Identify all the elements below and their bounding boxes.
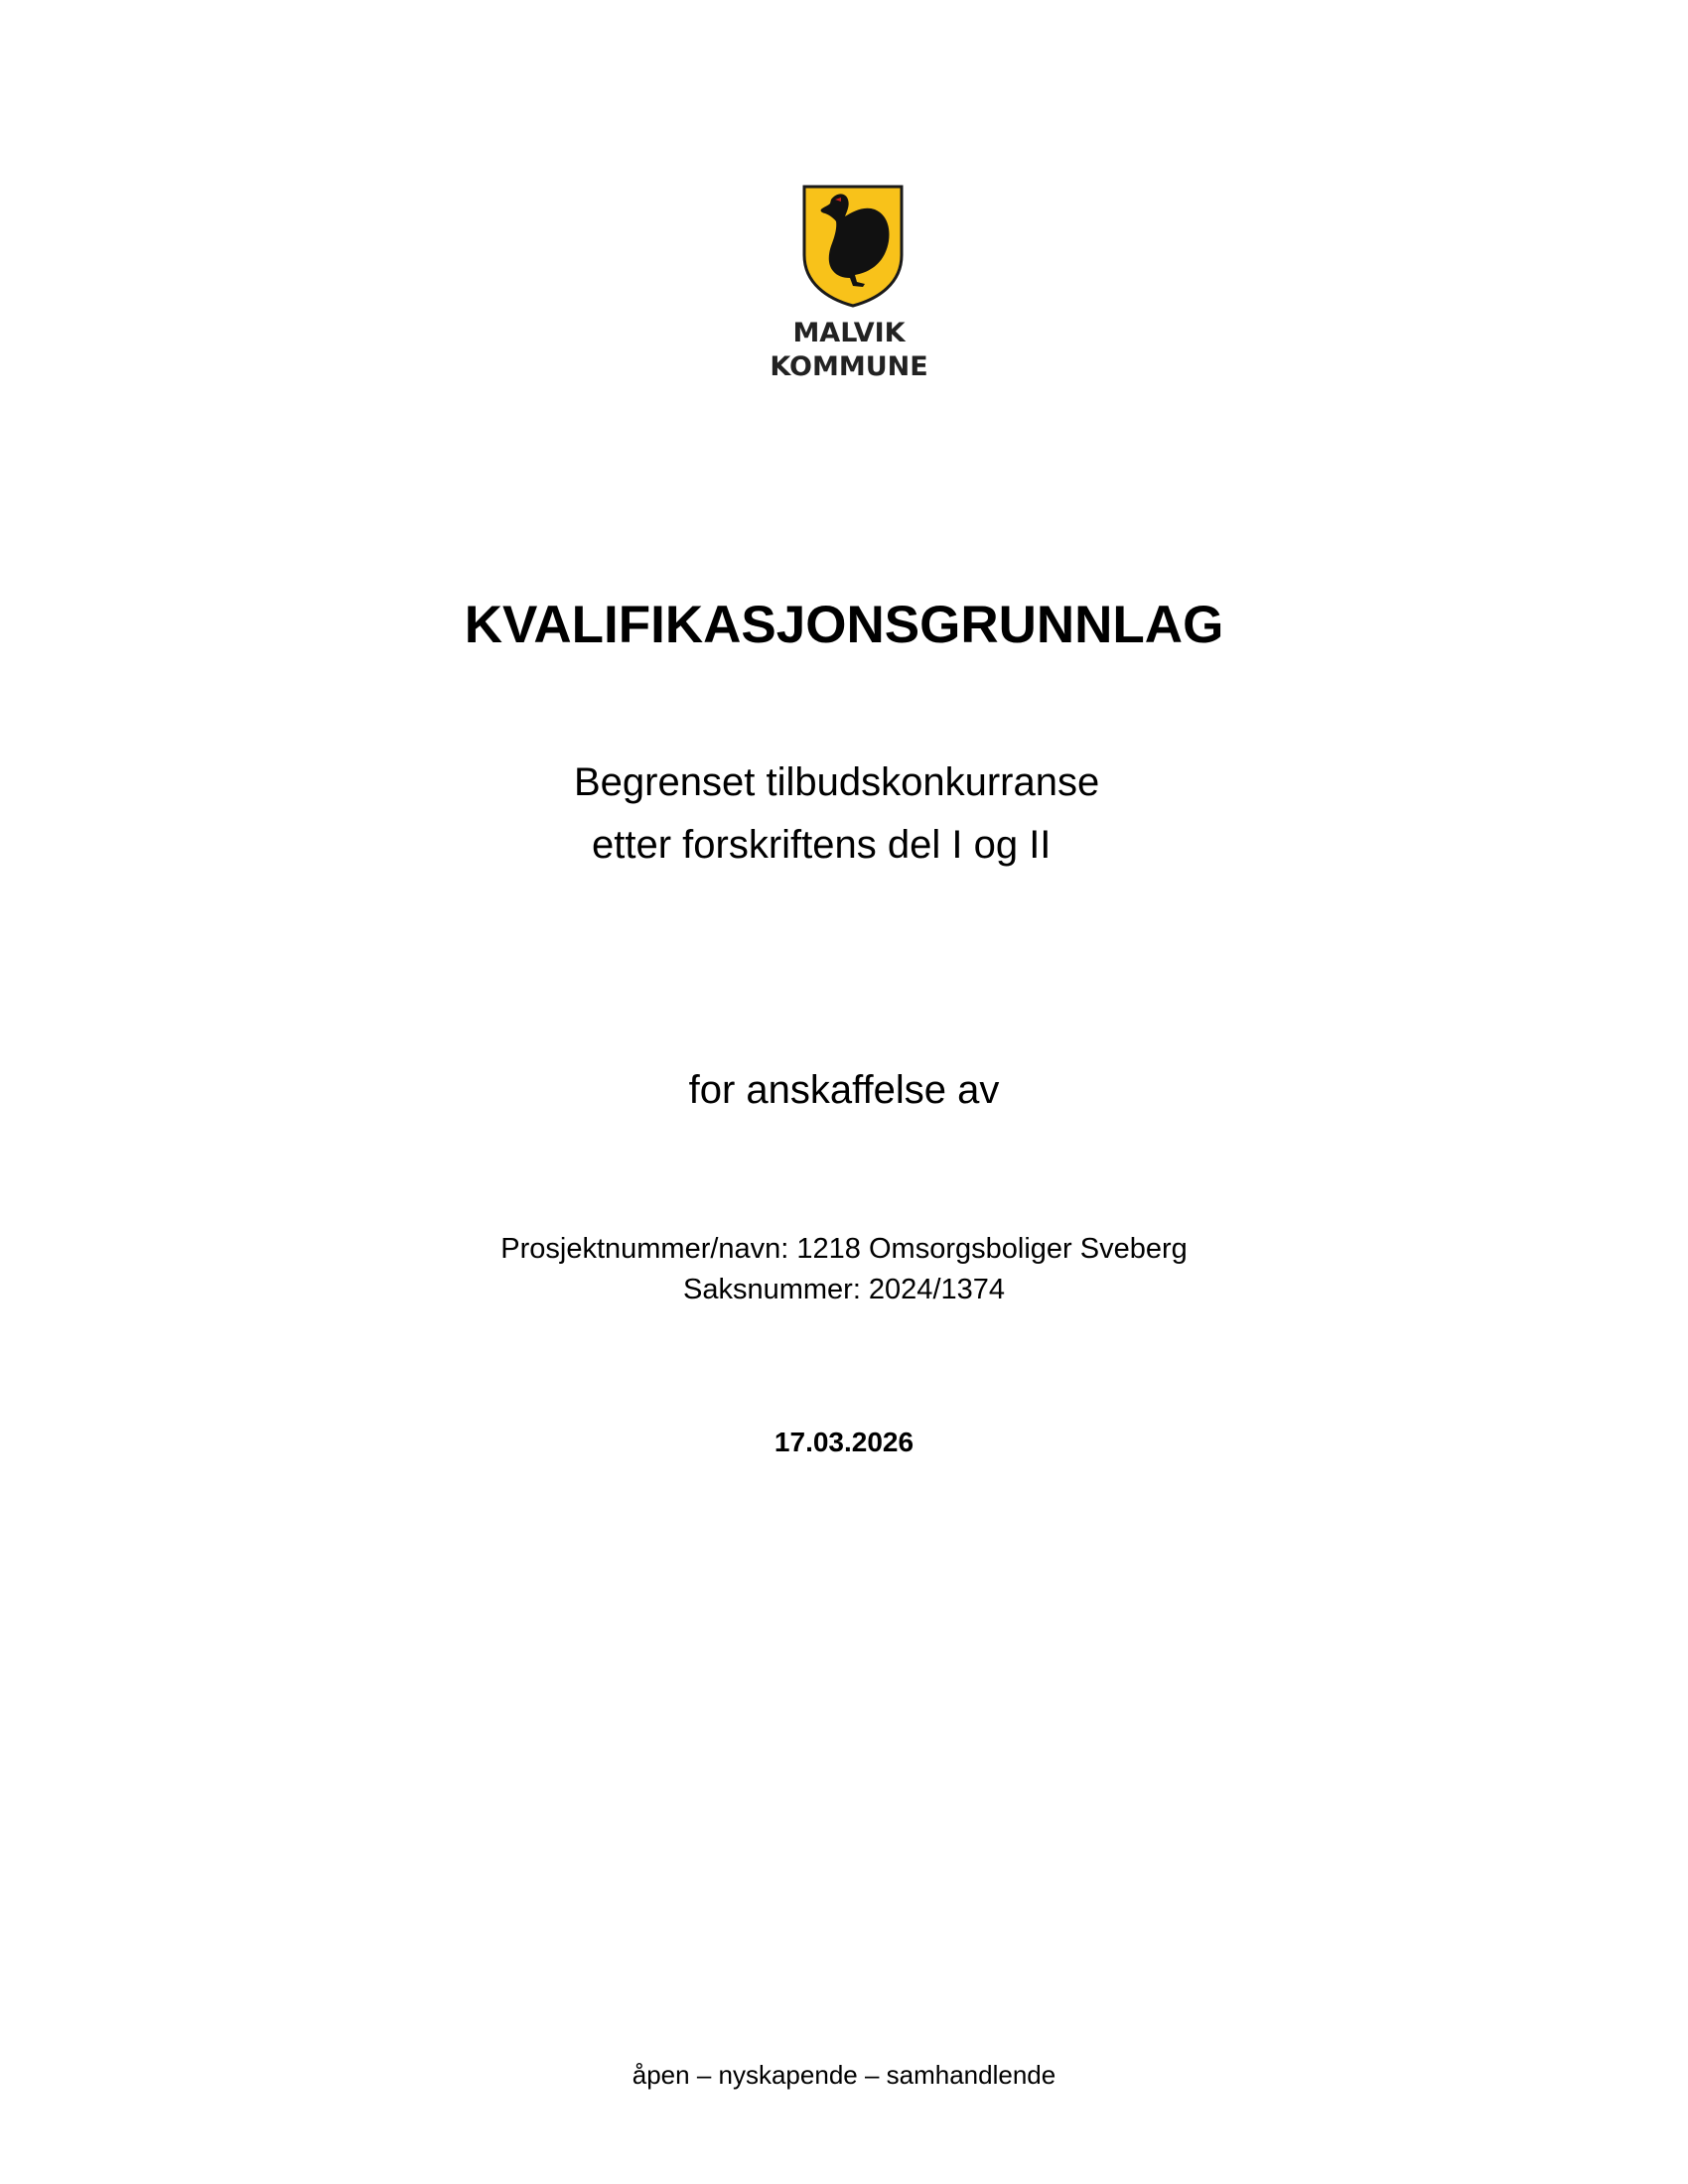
logo-text-line2: KOMMUNE (770, 351, 928, 382)
municipality-logo (755, 184, 943, 382)
capercaillie-shield-icon (801, 184, 905, 308)
document-title: KVALIFIKASJONSGRUNNLAG (464, 596, 1224, 654)
logo-wordmark (755, 317, 943, 384)
subtitle-line2: etter forskriftens del I og II (592, 823, 1052, 867)
logo-text-line1: MALVIK (792, 318, 906, 348)
footer-motto: åpen – nyskapende – samhandlende (632, 2060, 1056, 2090)
case-number: Saksnummer: 2024/1374 (682, 1274, 1006, 1305)
document-date: 17.03.2026 (774, 1427, 914, 1457)
purpose-line: for anskaffelse av (688, 1068, 1000, 1112)
project-info: Prosjektnummer/navn: 1218 Omsorgsboliger Sveberg (500, 1233, 1188, 1265)
subtitle-line1: Begrenset tilbudskonkurranse (574, 760, 1100, 804)
